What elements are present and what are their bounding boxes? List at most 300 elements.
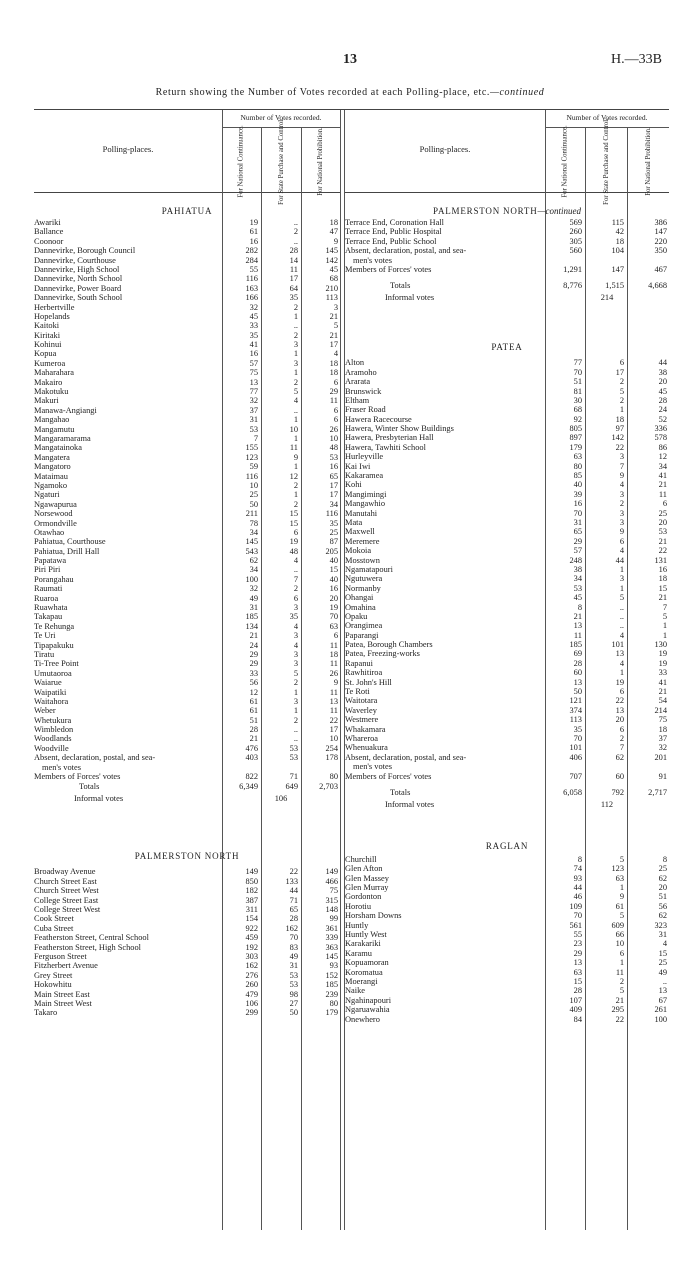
table-row (34, 312, 340, 321)
polling-place-name: Rawhitiroa (345, 668, 383, 678)
votes-state-purchase: 1 (293, 687, 298, 697)
votes-prohibition: 323 (654, 920, 667, 930)
polling-place-name: Moerangi (345, 977, 378, 986)
informal-label: Informal votes (385, 799, 435, 809)
votes-prohibition: 13 (329, 696, 338, 706)
votes-continuance: 19 (249, 218, 258, 227)
polling-place-name: Wimbledon (34, 725, 74, 735)
votes-prohibition: 178 (325, 753, 338, 763)
table-row (34, 218, 340, 227)
votes-continuance: 179 (569, 442, 582, 452)
votes-continuance: 50 (573, 687, 582, 697)
table-row (34, 293, 340, 302)
table-row (34, 678, 340, 687)
polling-place-name: Kiritaki (34, 330, 61, 340)
section-title-raglan: RAGLAN (485, 840, 529, 851)
polling-place-name: Glen Afton (345, 864, 383, 874)
table-row (345, 715, 669, 724)
votes-recorded-header: Number of Votes recorded. (240, 113, 322, 122)
votes-prohibition: 45 (658, 386, 667, 396)
votes-prohibition: 5 (333, 321, 338, 331)
votes-state-purchase: 101 (611, 640, 624, 650)
votes-state-purchase: 6 (619, 358, 624, 368)
table-row (34, 999, 340, 1008)
votes-prohibition: 145 (325, 951, 338, 961)
votes-state-purchase: 5 (619, 593, 624, 603)
votes-prohibition: 28 (658, 395, 667, 405)
votes-state-purchase: 5 (293, 387, 298, 397)
votes-state-purchase: 22 (615, 1014, 624, 1024)
section-title-patea: PATEA (491, 342, 523, 353)
votes-continuance: 459 (245, 933, 258, 943)
table-row (345, 678, 669, 687)
votes-prohibition: 33 (658, 668, 667, 678)
votes-continuance: 39 (573, 489, 582, 499)
votes-continuance: 8 (577, 854, 582, 864)
votes-continuance: 61 (249, 227, 258, 237)
votes-prohibition: 53 (658, 527, 667, 537)
informal-value: 106 (274, 794, 288, 804)
votes-state-purchase: 11 (289, 443, 298, 453)
votes-continuance: 32 (249, 396, 258, 406)
polling-place-name: Waverley (345, 705, 377, 715)
votes-continuance: 45 (573, 593, 582, 603)
votes-continuance: 248 (569, 555, 582, 565)
table-row (345, 883, 669, 892)
votes-continuance: 40 (573, 480, 582, 490)
votes-continuance: 1,291 (563, 264, 582, 274)
votes-prohibition: 24 (658, 405, 667, 415)
votes-prohibition: 6 (333, 405, 338, 415)
votes-continuance: 31 (573, 517, 582, 527)
polling-place-name: Opaku (345, 611, 368, 621)
polling-place-name: Kumeroa (34, 358, 66, 368)
votes-state-purchase: 3 (619, 452, 624, 462)
polling-place-name: Hokowhitu (34, 980, 72, 990)
polling-place-name: Raumati (34, 584, 63, 594)
votes-prohibition: 80 (329, 998, 338, 1008)
votes-prohibition: 142 (325, 255, 338, 265)
votes-prohibition: 12 (658, 452, 667, 462)
votes-state-purchase: 28 (289, 246, 298, 256)
votes-continuance: 897 (569, 433, 582, 443)
votes-prohibition: 220 (654, 236, 667, 246)
polling-place-name: Umutaoroa (34, 668, 72, 678)
votes-state-purchase: 162 (285, 923, 298, 933)
votes-continuance: 63 (573, 967, 582, 977)
votes-prohibition: 336 (654, 424, 667, 434)
polling-place-name: Ferguson Street (34, 951, 87, 961)
votes-prohibition: 45 (329, 264, 338, 274)
polling-place-name: Dannevirke, Power Board (34, 283, 122, 293)
votes-state-purchase: 1 (293, 433, 298, 443)
votes-continuance: 406 (569, 752, 582, 762)
polling-place-name: Ngutuwera (345, 574, 383, 584)
votes-state-purchase: 6 (293, 593, 298, 603)
polling-place-name: Hawera, Presbyterian Hall (345, 433, 434, 443)
informal-row-pahiatua (34, 793, 340, 804)
votes-prohibition: 185 (325, 980, 338, 990)
votes-state-purchase: 50 (289, 1008, 298, 1018)
pahiatua-rows (34, 218, 340, 781)
polling-place-name: Patea, Borough Chambers (345, 640, 433, 650)
polling-place-name: Mangimingi (345, 489, 387, 499)
table-row (34, 481, 340, 490)
votes-state-purchase: 3 (293, 358, 298, 368)
polling-place-name: Alton (345, 358, 365, 368)
polling-place-name: men's votes (42, 762, 81, 772)
table-row (345, 368, 669, 377)
votes-continuance: 70 (573, 508, 582, 518)
table-row (34, 641, 340, 650)
informal-value: 112 (600, 799, 614, 809)
votes-state-purchase: 123 (611, 864, 624, 874)
votes-state-purchase: 2 (293, 499, 298, 509)
table-row (34, 537, 340, 546)
table-row (345, 1015, 669, 1024)
votes-continuance: 50 (249, 499, 258, 509)
header-continuance: For National Continuance. (238, 124, 246, 198)
votes-prohibition: 1 (662, 630, 667, 640)
votes-continuance: 121 (569, 696, 582, 706)
table-row (34, 303, 340, 312)
page-title (0, 87, 700, 98)
polling-place-name: Aramoho (345, 367, 377, 377)
polling-place-name: Cook Street (34, 914, 74, 924)
polling-place-name: Kohinui (34, 340, 62, 350)
votes-prohibition: 386 (654, 218, 667, 227)
polling-place-name: Gordonton (345, 892, 382, 902)
votes-continuance: 38 (573, 564, 582, 574)
table-row (34, 943, 340, 952)
votes-prohibition: 350 (654, 246, 667, 256)
votes-continuance: 61 (249, 696, 258, 706)
votes-state-purchase: 28 (289, 914, 298, 924)
votes-continuance: 33 (249, 668, 258, 678)
votes-continuance: 28 (573, 986, 582, 996)
table-row (345, 668, 669, 677)
votes-continuance: 182 (245, 886, 258, 896)
votes-state-purchase: 10 (615, 939, 624, 949)
votes-state-purchase: .. (619, 602, 624, 612)
totals-row-pahiatua (34, 781, 340, 793)
votes-prohibition: 6 (662, 499, 667, 509)
polling-place-name: College Street West (34, 905, 101, 914)
votes-continuance: 35 (573, 724, 582, 734)
votes-state-purchase: 1 (293, 490, 298, 500)
votes-continuance: 51 (249, 715, 258, 725)
votes-prohibition: 56 (658, 901, 667, 911)
table-row (34, 584, 340, 593)
polling-place-name: Ngaruawahia (345, 1005, 390, 1015)
votes-continuance: 60 (573, 668, 582, 678)
votes-prohibition: 21 (658, 593, 667, 603)
polling-place-name: Featherston Street, Central School (34, 933, 149, 943)
votes-prohibition: 53 (329, 452, 338, 462)
table-row (345, 452, 669, 461)
votes-continuance: 31 (249, 603, 258, 613)
votes-state-purchase: 3 (293, 631, 298, 641)
votes-prohibition: 17 (329, 480, 338, 490)
votes-continuance: 16 (249, 349, 258, 359)
votes-prohibition: 20 (658, 377, 667, 387)
votes-state-purchase: 4 (293, 396, 298, 406)
votes-prohibition: 20 (658, 883, 667, 893)
votes-state-purchase: 6 (619, 724, 624, 734)
votes-state-purchase: 9 (293, 452, 298, 462)
votes-prohibition: 20 (329, 593, 338, 603)
table-row (34, 867, 340, 876)
votes-state-purchase: 15 (289, 518, 298, 528)
votes-prohibition: 19 (658, 658, 667, 668)
page-reference: H.—33B (611, 52, 662, 67)
polling-place-name: Waiarue (34, 678, 62, 688)
table-row (345, 433, 669, 442)
polling-place-name: Whenuakura (345, 743, 388, 753)
votes-state-purchase: 4 (619, 630, 624, 640)
votes-prohibition: 18 (658, 574, 667, 584)
table-row (345, 977, 669, 986)
votes-state-purchase: 2 (619, 377, 624, 387)
votes-prohibition: 16 (329, 584, 338, 594)
polling-place-name: Dannevirke, South School (34, 293, 123, 303)
votes-continuance: 409 (569, 1005, 582, 1015)
votes-prohibition: 179 (325, 1008, 338, 1018)
votes-state-purchase: 53 (289, 970, 298, 980)
totals-row-palmerston (345, 280, 669, 292)
votes-prohibition: 315 (325, 895, 338, 905)
table-row (34, 237, 340, 246)
votes-prohibition: 62 (658, 911, 667, 921)
votes-state-purchase: 3 (619, 489, 624, 499)
votes-prohibition: 10 (329, 433, 338, 443)
votes-prohibition: 15 (658, 948, 667, 958)
votes-continuance: 561 (569, 920, 582, 930)
votes-prohibition: 214 (654, 705, 667, 715)
polling-place-name: Manutahi (345, 508, 378, 518)
polling-place-name: Horsham Downs (345, 911, 402, 921)
polling-place-name: Te Uri (34, 631, 56, 641)
table-row (34, 896, 340, 905)
votes-state-purchase: 1 (293, 706, 298, 716)
votes-state-purchase: 12 (289, 471, 298, 481)
votes-state-purchase: 7 (619, 743, 624, 753)
votes-state-purchase: 1 (293, 349, 298, 359)
votes-continuance: 116 (245, 274, 258, 284)
table-row (345, 584, 669, 593)
table-row (34, 669, 340, 678)
votes-continuance: 59 (249, 462, 258, 472)
votes-prohibition: 152 (325, 970, 338, 980)
votes-prohibition: 68 (329, 274, 338, 284)
votes-state-purchase: 1 (619, 405, 624, 415)
table-row (34, 321, 340, 330)
votes-state-purchase: 7 (619, 461, 624, 471)
votes-state-purchase: 11 (289, 264, 298, 274)
table-row (34, 556, 340, 565)
votes-state-purchase: 2 (293, 584, 298, 594)
polling-place-name: Ngamoko (34, 480, 68, 490)
votes-continuance: 25 (249, 490, 258, 500)
table-row (34, 725, 340, 734)
table-row (34, 716, 340, 725)
polling-place-name: Fraser Road (345, 405, 386, 415)
polling-place-name: Whareroa (345, 733, 379, 743)
table-row (345, 930, 669, 939)
votes-prohibition: 31 (658, 930, 667, 940)
polling-place-name: Whakamara (345, 724, 386, 734)
votes-state-purchase: 5 (619, 854, 624, 864)
votes-prohibition: 40 (329, 574, 338, 584)
votes-prohibition: 21 (329, 330, 338, 340)
table-row (345, 659, 669, 668)
votes-continuance: 44 (573, 883, 582, 893)
votes-state-purchase: 6 (619, 687, 624, 697)
polling-place-name: Dannevirke, Borough Council (34, 246, 136, 256)
votes-state-purchase: 5 (619, 386, 624, 396)
polling-place-name: Herbertville (34, 302, 75, 312)
polling-place-name: Tipapakuku (34, 640, 74, 650)
votes-state-purchase: 4 (619, 658, 624, 668)
votes-prohibition: 41 (658, 677, 667, 687)
polling-place-name: men's votes (353, 762, 392, 772)
left-column (34, 192, 340, 1018)
votes-state-purchase: 13 (615, 705, 624, 715)
votes-state-purchase: 2 (293, 330, 298, 340)
table-row (34, 763, 340, 772)
table-row (34, 415, 340, 424)
votes-continuance: 23 (573, 939, 582, 949)
votes-state-purchase: 3 (293, 649, 298, 659)
votes-continuance: 93 (573, 873, 582, 883)
votes-state-purchase: 2 (293, 377, 298, 387)
table-row (34, 425, 340, 434)
polling-place-name: Huntly West (345, 930, 387, 940)
polling-place-name: Glen Massey (345, 873, 389, 883)
votes-continuance: 85 (573, 471, 582, 481)
votes-prohibition: 15 (329, 565, 338, 575)
votes-prohibition: 6 (333, 377, 338, 387)
polling-place-name: Broadway Avenue (34, 867, 96, 877)
votes-state-purchase: 61 (615, 901, 624, 911)
votes-continuance: 305 (569, 236, 582, 246)
votes-continuance: 476 (245, 743, 258, 753)
votes-continuance: 34 (573, 574, 582, 584)
votes-state-purchase: 9 (619, 892, 624, 902)
votes-state-purchase: 4 (619, 480, 624, 490)
votes-state-purchase: 115 (611, 218, 624, 227)
votes-state-purchase: 2 (293, 227, 298, 237)
votes-continuance: 16 (573, 499, 582, 509)
votes-continuance: 13 (573, 621, 582, 631)
votes-continuance: 49 (249, 593, 258, 603)
votes-state-purchase: 65 (289, 905, 298, 914)
polling-place-name: Takaro (34, 1008, 58, 1018)
votes-continuance: 185 (245, 612, 258, 622)
votes-state-purchase: 3 (619, 517, 624, 527)
votes-prohibition: 67 (658, 995, 667, 1005)
votes-prohibition: 87 (329, 537, 338, 547)
votes-continuance: 29 (249, 649, 258, 659)
votes-prohibition: 38 (658, 367, 667, 377)
votes-continuance: 10 (249, 480, 258, 490)
votes-continuance: 134 (245, 621, 258, 631)
votes-continuance: 15 (573, 977, 582, 986)
polling-place-name: Koromatua (345, 967, 383, 977)
votes-continuance: 100 (245, 574, 258, 584)
votes-state-purchase: 1 (619, 668, 624, 678)
polling-place-name: Hopelands (34, 311, 70, 321)
votes-prohibition: 7 (662, 602, 667, 612)
table-row (34, 971, 340, 980)
palmerston-rows (34, 867, 340, 1017)
table-row (345, 415, 669, 424)
votes-continuance: 84 (573, 1014, 582, 1024)
votes-continuance: 55 (249, 264, 258, 274)
votes-continuance: 822 (245, 772, 258, 782)
polling-place-name: Paparangi (345, 630, 379, 640)
header-state-purchase-right: For State Purchase and Control. (602, 117, 610, 205)
votes-state-purchase: 4 (293, 621, 298, 631)
votes-prohibition: 19 (658, 649, 667, 659)
table-row (34, 340, 340, 349)
votes-prohibition: 116 (325, 509, 338, 519)
votes-prohibition: 148 (325, 905, 338, 914)
polling-place-name: Hawera, Winter Show Buildings (345, 424, 454, 434)
votes-continuance: 155 (245, 443, 258, 453)
votes-prohibition: 5 (662, 611, 667, 621)
polling-place-name: Church Street West (34, 886, 99, 896)
votes-state-purchase: 5 (293, 668, 298, 678)
table-row (34, 265, 340, 274)
votes-prohibition: 99 (329, 914, 338, 924)
votes-continuance: 29 (573, 536, 582, 546)
table-row (345, 892, 669, 901)
votes-continuance: 543 (245, 546, 258, 556)
votes-prohibition: 20 (658, 517, 667, 527)
polling-place-name: Weber (34, 706, 56, 716)
votes-state-purchase: 3 (619, 508, 624, 518)
votes-continuance: 260 (245, 980, 258, 990)
polling-place-name: Mataimau (34, 471, 68, 481)
polling-place-name: Absent, declaration, postal, and sea- (345, 246, 467, 256)
votes-state-purchase: 44 (289, 886, 298, 896)
table-row (34, 905, 340, 914)
table-row (345, 443, 669, 452)
votes-state-purchase: 71 (289, 895, 298, 905)
votes-prohibition: .. (662, 977, 667, 986)
table-row (345, 725, 669, 734)
table-row (345, 640, 669, 649)
table-row (345, 387, 669, 396)
votes-continuance: 46 (573, 892, 582, 902)
table-row (34, 565, 340, 574)
votes-prohibition: 34 (329, 499, 338, 509)
votes-continuance: 24 (249, 640, 258, 650)
table-row (345, 424, 669, 433)
votes-prohibition: 49 (658, 967, 667, 977)
votes-state-purchase: 3 (293, 340, 298, 350)
votes-prohibition: 25 (658, 864, 667, 874)
table-row (345, 218, 669, 227)
polling-place-name: men's votes (353, 255, 392, 265)
polling-place-name: Makuri (34, 396, 59, 406)
votes-state-purchase: 1 (619, 958, 624, 968)
polling-place-name: Ohangai (345, 593, 374, 603)
polling-place-name: Tiratu (34, 649, 55, 659)
table-row (34, 933, 340, 942)
votes-continuance: 282 (245, 246, 258, 256)
